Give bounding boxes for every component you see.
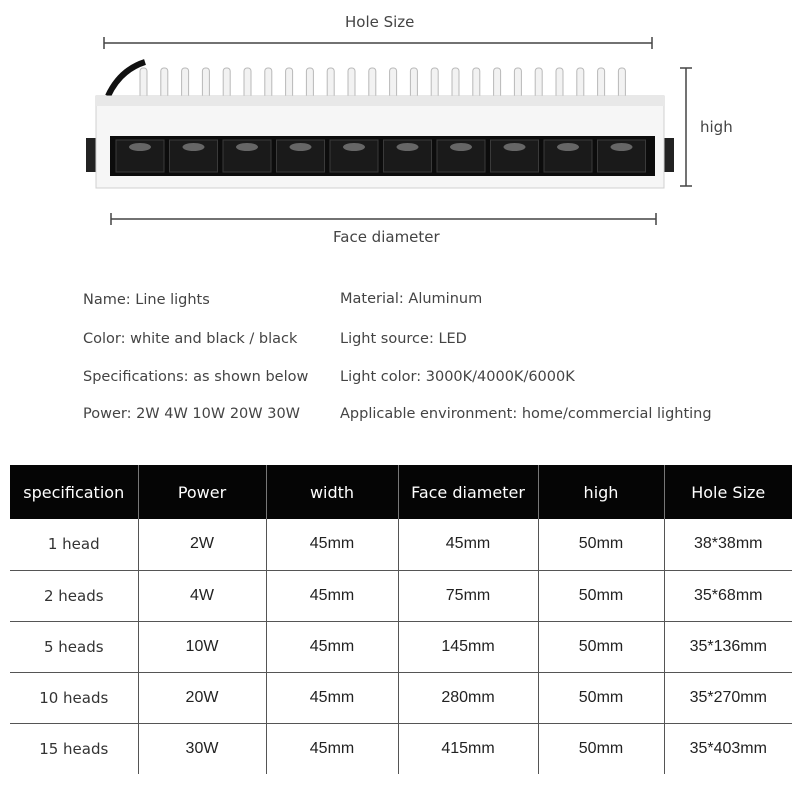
fin	[390, 68, 397, 100]
cell-width: 45mm	[266, 723, 398, 774]
spec-power: Power: 2W 4W 10W 20W 30W	[83, 406, 301, 422]
header-width: width	[266, 465, 398, 519]
fin	[327, 68, 334, 100]
fin	[244, 68, 251, 100]
led-lens	[183, 143, 205, 151]
cell-face-diameter: 415mm	[398, 723, 538, 774]
fin	[514, 68, 521, 100]
fin	[348, 68, 355, 100]
cell-width: 45mm	[266, 621, 398, 672]
spec-light-color: Light color: 3000K/4000K/6000K	[340, 369, 575, 385]
cell-high: 50mm	[538, 672, 664, 723]
led-lens	[611, 143, 633, 151]
fin	[535, 68, 542, 100]
header-power: Power	[138, 465, 266, 519]
cell-hole-size: 35*68mm	[664, 570, 792, 621]
spec-color: Color: white and black / black	[83, 331, 298, 347]
cell-specification: 2 heads	[10, 570, 138, 621]
cell-width: 45mm	[266, 519, 398, 570]
cell-power: 2W	[138, 519, 266, 570]
spec-light-source: Light source: LED	[340, 331, 467, 347]
cell-face-diameter: 280mm	[398, 672, 538, 723]
cell-face-diameter: 145mm	[398, 621, 538, 672]
hole-size-label: Hole Size	[345, 13, 415, 31]
header-specification: specification	[10, 465, 138, 519]
spec-environment: Applicable environment: home/commercial lighting	[340, 406, 712, 422]
cell-width: 45mm	[266, 672, 398, 723]
table-row	[10, 570, 792, 621]
specification-table	[10, 465, 792, 774]
fin	[598, 68, 605, 100]
cell-specification: 1 head	[10, 519, 138, 570]
fin	[473, 68, 480, 100]
fin	[494, 68, 501, 100]
header-face-diameter: Face diameter	[398, 465, 538, 519]
cell-specification: 5 heads	[10, 621, 138, 672]
fin	[431, 68, 438, 100]
high-label: high	[700, 118, 733, 136]
cell-high: 50mm	[538, 621, 664, 672]
cell-high: 50mm	[538, 519, 664, 570]
face-diameter-label: Face diameter	[333, 228, 440, 246]
led-lens	[450, 143, 472, 151]
header-high: high	[538, 465, 664, 519]
led-lens	[504, 143, 526, 151]
fin	[202, 68, 209, 100]
spec-material: Material: Aluminum	[340, 291, 483, 307]
heat-sink-fins	[140, 68, 625, 100]
cell-power: 20W	[138, 672, 266, 723]
cell-power: 4W	[138, 570, 266, 621]
table-row	[10, 519, 792, 570]
cell-face-diameter: 45mm	[398, 519, 538, 570]
product-diagram	[0, 0, 800, 260]
led-lens	[290, 143, 312, 151]
fin	[577, 68, 584, 100]
line-light-illustration	[0, 0, 800, 260]
fin	[452, 68, 459, 100]
cell-power: 10W	[138, 621, 266, 672]
cell-hole-size: 35*403mm	[689, 739, 767, 757]
cell-high: 50mm	[538, 723, 664, 774]
fin	[161, 68, 168, 100]
cell-high: 50mm	[538, 570, 664, 621]
table-row	[10, 723, 792, 774]
spec-name: Name: Line lights	[83, 292, 210, 308]
led-lens	[129, 143, 151, 151]
table-header-row	[10, 465, 792, 519]
led-lens	[397, 143, 419, 151]
led-lens	[236, 143, 258, 151]
led-lens	[343, 143, 365, 151]
power-cable	[108, 62, 145, 96]
fin	[369, 68, 376, 100]
cell-hole-size: 35*270mm	[664, 672, 792, 723]
cell-width: 45mm	[266, 570, 398, 621]
table-row	[10, 672, 792, 723]
cell-specification: 15 heads	[10, 723, 138, 774]
header-hole-size: Hole Size	[664, 465, 792, 519]
fin	[182, 68, 189, 100]
cell-face-diameter: 75mm	[398, 570, 538, 621]
cell-hole-size: 38*38mm	[664, 519, 792, 570]
cell-specification: 10 heads	[10, 672, 138, 723]
fin	[286, 68, 293, 100]
led-lens	[557, 143, 579, 151]
table-row	[10, 621, 792, 672]
fin	[618, 68, 625, 100]
spec-description	[83, 285, 783, 435]
spec-specifications: Specifications: as shown below	[83, 369, 309, 385]
fin	[556, 68, 563, 100]
cell-power: 30W	[138, 723, 266, 774]
fin	[140, 68, 147, 100]
fin	[306, 68, 313, 100]
fin	[223, 68, 230, 100]
fin	[410, 68, 417, 100]
fin	[265, 68, 272, 100]
cell-hole-size: 35*136mm	[664, 621, 792, 672]
